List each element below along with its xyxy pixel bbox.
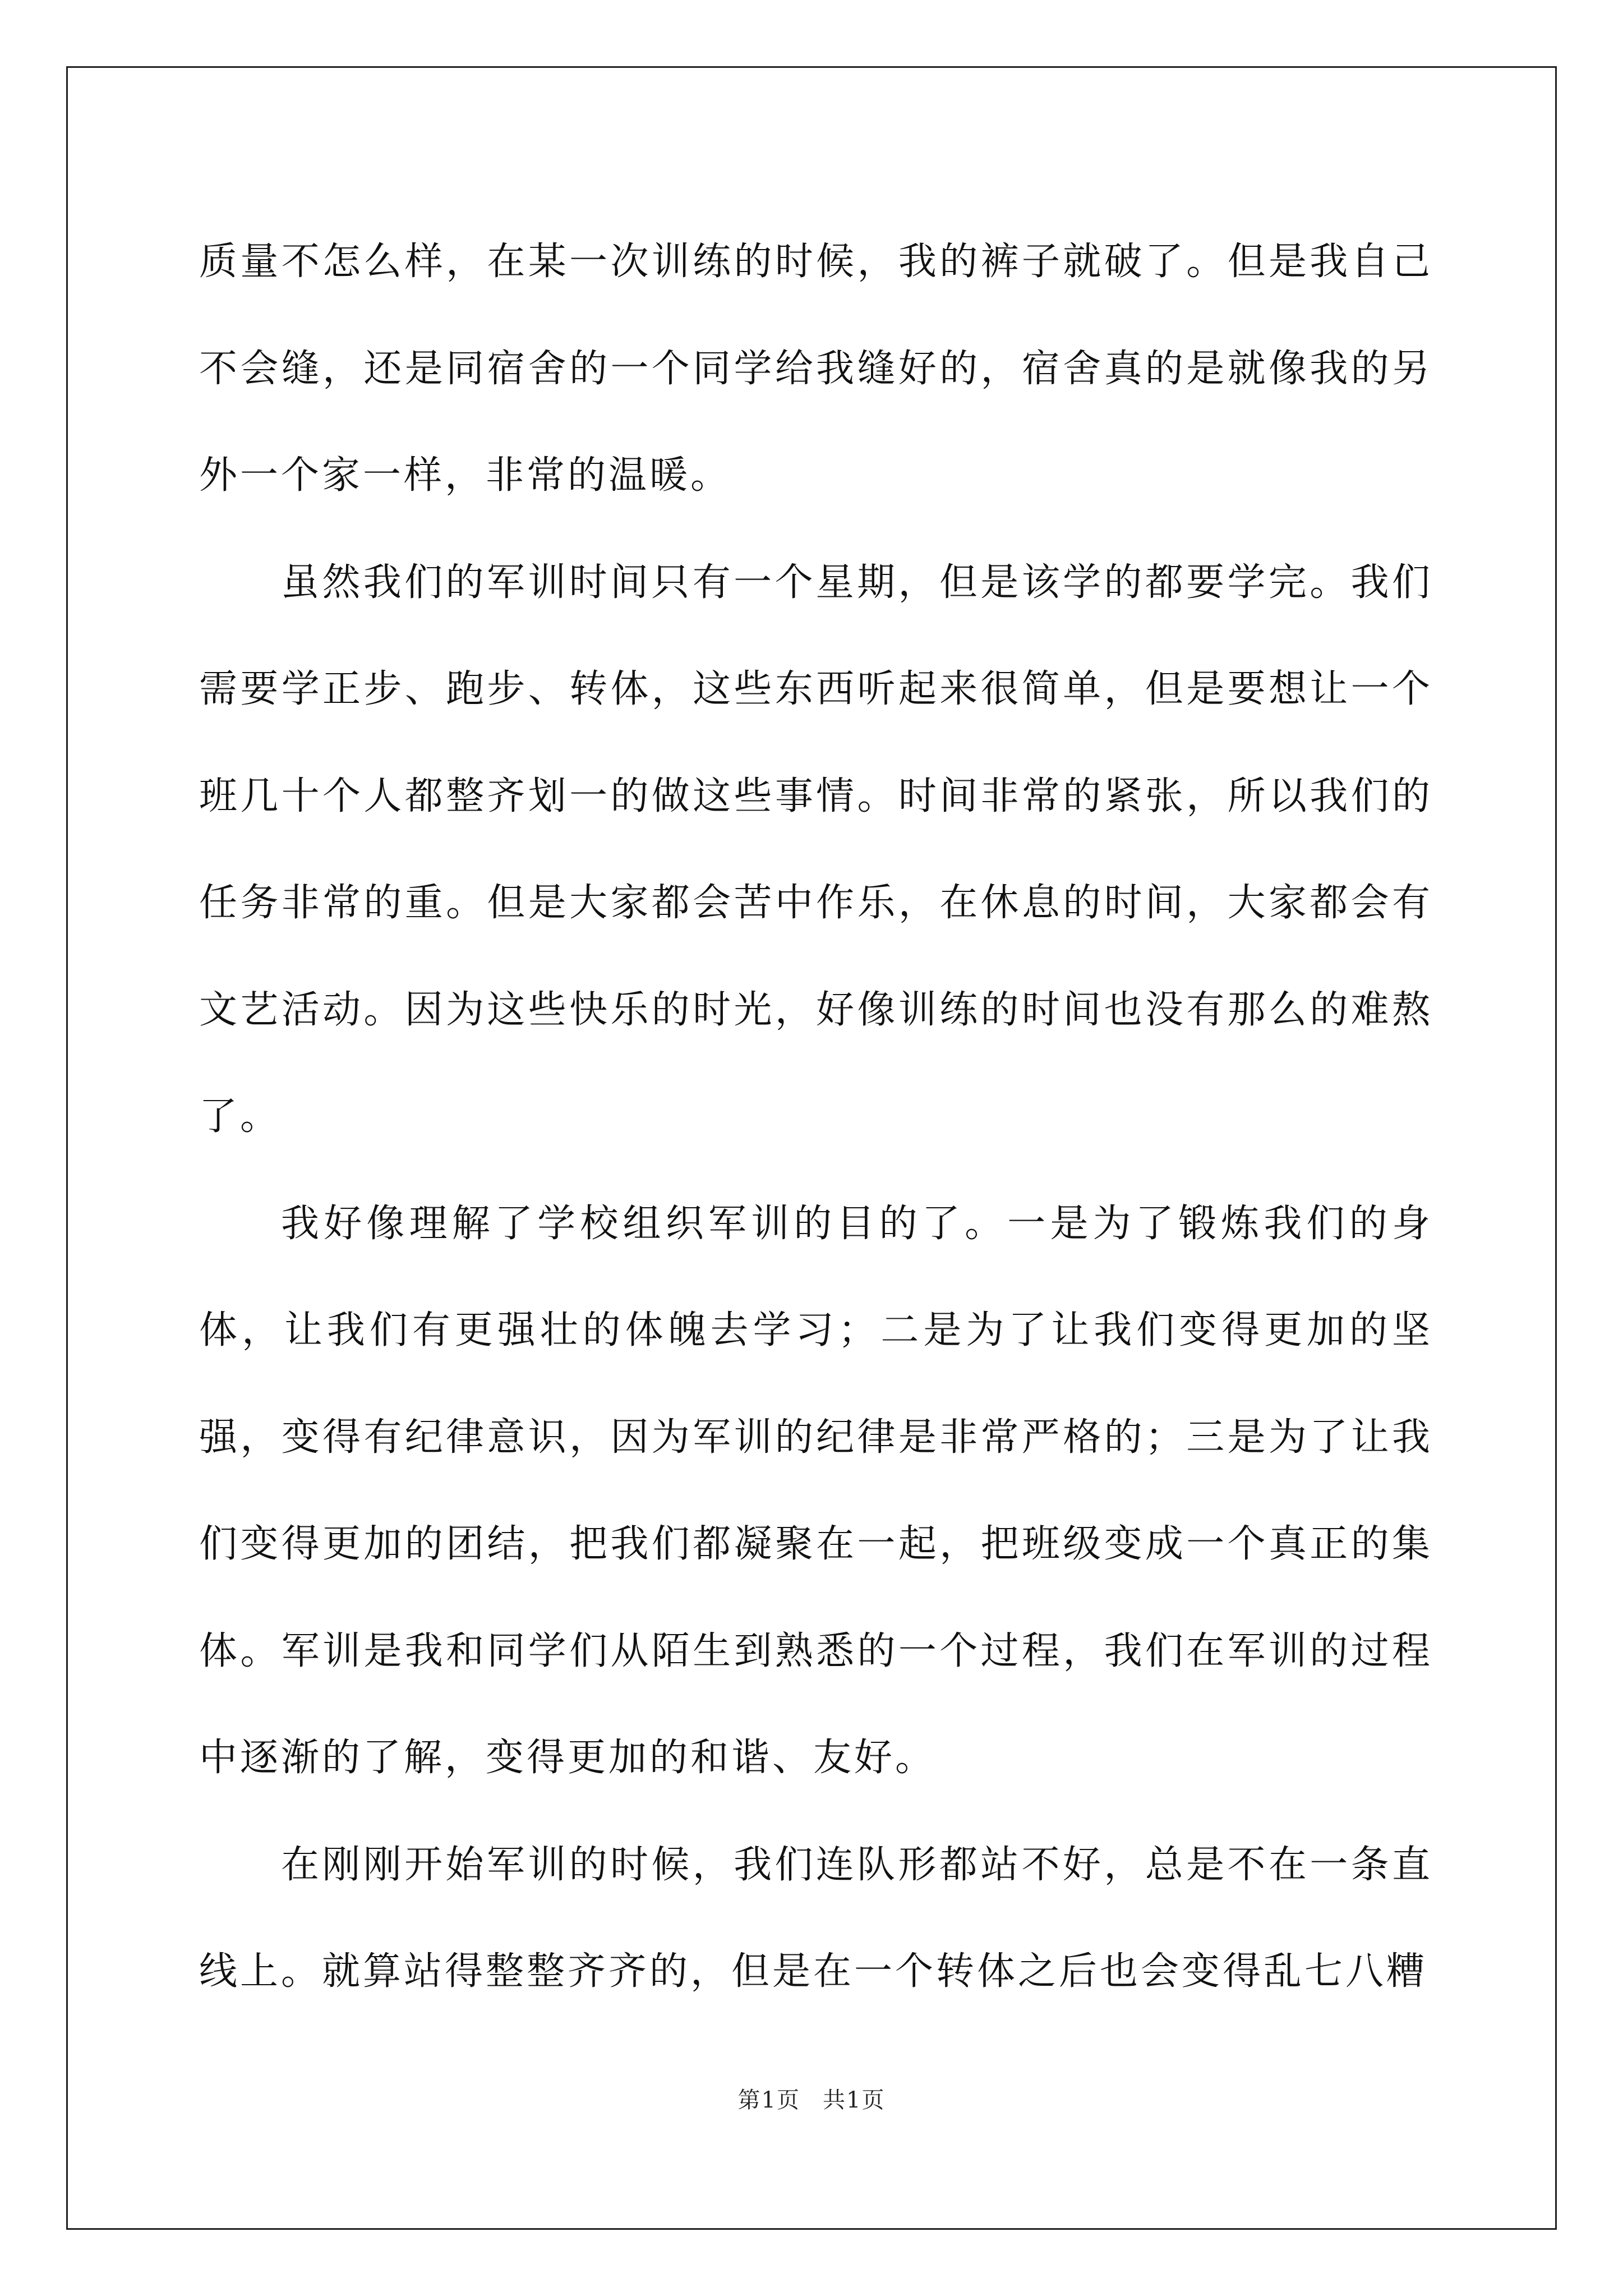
page-footer bbox=[0, 2082, 1623, 2114]
total-pages: 共1页 bbox=[823, 2087, 886, 2113]
paragraph-4: 在刚刚开始军训的时候，我们连队形都站不好，总是不在一条直线上。就算站得整整齐齐的，但是在一个转体之后也会变得乱七八糟 bbox=[199, 1842, 1433, 1994]
paragraph-1: 质量不怎么样，在某一次训练的时候，我的裤子就破了。但是我自己不会缝，还是同宿舍的一个同学给我缝好的，宿舍真的是就像我的另外一个家一样，非常的温暖。 bbox=[199, 240, 1433, 498]
paragraph-2: 虽然我们的军训时间只有一个星期，但是该学的都要学完。我们需要学正步、跑步、转体，这些东西听起来很简单，但是要想让一个班几十个人都整齐划一的做这些事情。时间非常的紧张，所以我们的任务非常的重。但是大家都会苦中作乐，在休息的时间，大家都会有文艺活动。因为这些快乐的时光，好像训练的时间也没有那么的难熬了。 bbox=[199, 560, 1433, 1139]
document-body bbox=[199, 209, 1433, 2026]
page-number: 第1页 bbox=[737, 2087, 800, 2113]
paragraph-3: 我好像理解了学校组织军训的目的了。一是为了锻炼我们的身体，让我们有更强壮的体魄去学习；二是为了让我们变得更加的坚强，变得有纪律意识，因为军训的纪律是非常严格的；三是为了让我们变得更加的团结，把我们都凝聚在一起，把班级变成一个真正的集体。军训是我和同学们从陌生到熟悉的一个过程，我们在军训的过程中逐渐的了解，变得更加的和谐、友好。 bbox=[199, 1201, 1433, 1780]
